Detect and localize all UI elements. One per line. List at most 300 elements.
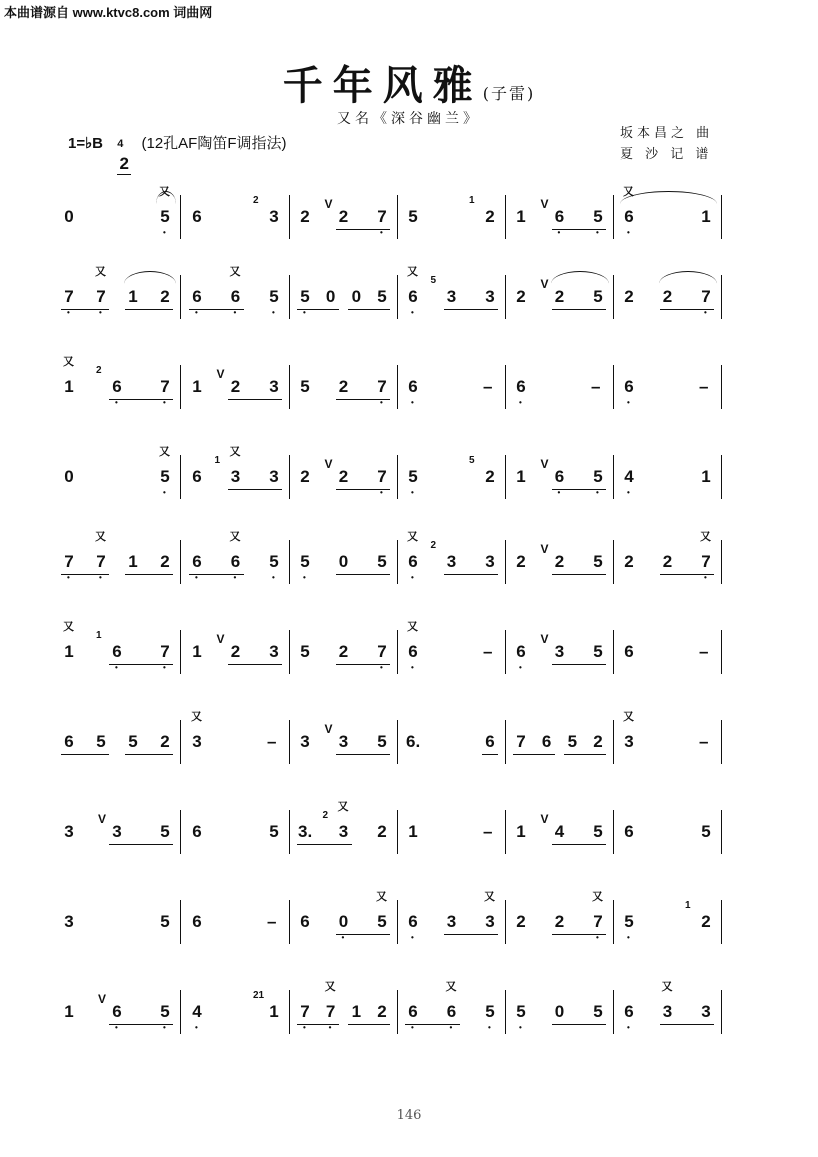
octave-dot: •: [627, 1023, 630, 1032]
score-note: 1: [516, 467, 526, 486]
beat-underline: [660, 309, 715, 310]
beat-underline: [336, 229, 391, 230]
score-note: 7 •: [377, 467, 387, 497]
score-note: 2: [554, 287, 565, 306]
score-note: 3: [338, 822, 349, 841]
beat-underline: [189, 574, 244, 575]
beat-underline: [336, 574, 391, 575]
beat-underline: [660, 1024, 715, 1025]
score-note: 3: [701, 1002, 711, 1021]
score-note: 6 •: [624, 377, 634, 407]
score-note: 0: [325, 287, 336, 306]
score-note: 5: [128, 732, 138, 751]
octave-dot: •: [195, 1023, 198, 1032]
alias-title: 又名《深谷幽兰》: [337, 111, 481, 127]
score-note: 5 •: [269, 287, 279, 317]
barline: [721, 720, 722, 764]
ornament-mark: 又: [229, 446, 241, 458]
sustain-dash: –: [483, 822, 493, 841]
barline: [397, 275, 398, 319]
grace-note: 2: [430, 540, 437, 551]
barline: [505, 630, 506, 674]
beat-underline: [228, 489, 283, 490]
score-note: 1: [516, 822, 526, 841]
score-note: 1: [64, 642, 74, 661]
beat-underline: [552, 489, 607, 490]
barline: [721, 275, 722, 319]
breath-mark: V: [216, 632, 225, 646]
score-note: 7 •: [300, 1002, 310, 1032]
score-note: 5: [567, 732, 578, 751]
score-note: 4: [554, 822, 565, 841]
octave-dot: •: [195, 308, 198, 317]
beat-underline: [336, 489, 391, 490]
octave-dot: •: [411, 1023, 414, 1032]
octave-dot: •: [67, 308, 70, 317]
breath-mark: V: [216, 367, 225, 381]
score-note: 3: [269, 642, 279, 661]
score-note: 7 •: [377, 642, 387, 672]
time-denominator: 4: [117, 137, 124, 150]
barline: [180, 455, 181, 499]
score-note: 2: [624, 552, 634, 571]
beat-underline: [552, 229, 607, 230]
score-note: 6 •: [408, 552, 418, 582]
score-note: 5: [300, 642, 310, 661]
octave-dot: •: [411, 308, 414, 317]
beat-underline: [552, 1024, 607, 1025]
score-note: 6: [624, 822, 634, 841]
score-note: 3: [192, 732, 202, 751]
barline: [505, 900, 506, 944]
barline: [289, 540, 290, 584]
beat-underline: [109, 399, 173, 400]
score-note: 2: [485, 467, 495, 486]
octave-dot: •: [519, 663, 522, 672]
score-note: 2: [338, 207, 349, 226]
score-note: 5: [377, 287, 387, 306]
barline: [613, 540, 614, 584]
score-note: 2: [230, 377, 241, 396]
barline: [289, 195, 290, 239]
octave-dot: •: [488, 1023, 491, 1032]
octave-dot: •: [272, 308, 275, 317]
beat-underline: [61, 309, 109, 310]
beat-underline: [348, 1024, 390, 1025]
ornament-mark: 又: [623, 186, 634, 198]
beat-underline: [297, 309, 339, 310]
score-note: 6.: [406, 732, 421, 751]
beat-underline: [109, 844, 173, 845]
barline: [721, 195, 722, 239]
score-note: 3: [64, 822, 74, 841]
barline: [505, 365, 506, 409]
score-note: 2: [377, 1002, 387, 1021]
score-note: 3.: [298, 822, 313, 841]
score-row: [0, 890, 818, 980]
breath-mark: V: [540, 542, 549, 556]
barline: [289, 810, 290, 854]
score-note: 6 •: [446, 1002, 457, 1032]
ornament-mark: 又: [63, 356, 74, 368]
barline: [505, 540, 506, 584]
score-note: 5: [377, 552, 387, 571]
score-note: 6 •: [624, 1002, 634, 1032]
score-note: 7 •: [377, 377, 387, 407]
beat-underline: [552, 844, 607, 845]
score-note: 5: [300, 377, 310, 396]
score-note: 5: [377, 912, 387, 931]
ornament-mark: 又: [191, 711, 202, 723]
score-note: 7 •: [160, 642, 170, 672]
beat-underline: [297, 1024, 339, 1025]
barline: [721, 900, 722, 944]
score-note: 1: [128, 552, 138, 571]
score-note: 6: [485, 732, 495, 751]
fingering-note: (12孔AF陶笛F调指法): [141, 135, 287, 152]
page-subtitle: (子雷): [482, 84, 536, 103]
score-note: 6: [624, 642, 634, 661]
ornament-mark: 又: [592, 891, 603, 903]
score-note: 4 •: [192, 1002, 202, 1032]
barline: [289, 720, 290, 764]
octave-dot: •: [99, 573, 102, 582]
octave-dot: •: [411, 573, 414, 582]
grace-note: 1: [214, 455, 221, 466]
barline: [721, 540, 722, 584]
score-note: 3: [269, 207, 279, 226]
score-note: 2: [338, 377, 349, 396]
octave-dot: •: [163, 663, 166, 672]
ornament-mark: 又: [159, 446, 170, 458]
score-note: 3: [446, 912, 457, 931]
ornament-mark: 又: [229, 266, 241, 278]
beat-underline: [109, 664, 173, 665]
score-note: 6 •: [408, 642, 418, 672]
score-note: 1: [701, 207, 711, 226]
barline: [721, 365, 722, 409]
score-note: 6: [192, 207, 202, 226]
score-note: 3: [269, 467, 279, 486]
barline: [613, 900, 614, 944]
octave-dot: •: [328, 1023, 332, 1032]
barline: [721, 630, 722, 674]
score-row: [0, 980, 818, 1070]
breath-mark: V: [540, 277, 549, 291]
barline: [613, 195, 614, 239]
breath-mark: V: [98, 992, 107, 1006]
octave-dot: •: [411, 488, 414, 497]
grace-note: 21: [253, 990, 265, 1001]
score-note: 2: [701, 912, 711, 931]
time-signature: [117, 137, 129, 173]
breath-mark: V: [540, 812, 549, 826]
score-note: 2: [160, 287, 170, 306]
score-note: 5: [160, 822, 170, 841]
score-note: 5 •: [160, 467, 170, 497]
breath-mark: V: [324, 722, 333, 736]
grace-note: 1: [469, 195, 475, 206]
score-note: 5 •: [485, 1002, 495, 1032]
score-row: [0, 530, 818, 620]
score-note: 7 •: [96, 552, 106, 582]
sustain-dash: –: [267, 912, 277, 931]
beat-underline: [552, 934, 607, 935]
score-note: 5: [701, 822, 711, 841]
score-note: 3: [64, 912, 74, 931]
octave-dot: •: [519, 1023, 522, 1032]
score-note: 6 •: [230, 552, 241, 582]
beat-underline: [336, 754, 391, 755]
score-note: 6 •: [112, 642, 122, 672]
octave-dot: •: [627, 933, 630, 942]
beat-underline: [444, 309, 499, 310]
score-note: 3: [300, 732, 310, 751]
ornament-mark: 又: [407, 266, 418, 278]
credits: [620, 123, 713, 165]
barline: [397, 720, 398, 764]
key-label: 1=♭B: [68, 135, 104, 152]
beat-underline: [564, 754, 606, 755]
score-note: 6 •: [516, 377, 526, 407]
sustain-dash: –: [699, 732, 709, 751]
barline: [289, 900, 290, 944]
score-note: 5: [269, 822, 279, 841]
octave-dot: •: [627, 398, 630, 407]
score-note: 7 •: [64, 287, 74, 317]
score-note: 6: [192, 912, 202, 931]
beat-underline: [660, 574, 715, 575]
score-note: 6 •: [554, 467, 565, 497]
score-note: 3: [338, 732, 349, 751]
barline: [180, 195, 181, 239]
barline: [397, 540, 398, 584]
barline: [505, 455, 506, 499]
score-note: 3: [554, 642, 565, 661]
score-note: 6 •: [408, 287, 418, 317]
ornament-mark: 又: [324, 981, 336, 993]
ornament-mark: 又: [159, 186, 170, 198]
score-note: 3: [485, 287, 495, 306]
composer-credit: 坂本昌之 曲: [620, 126, 714, 141]
score-note: 2: [230, 642, 241, 661]
octave-dot: •: [380, 663, 383, 672]
octave-dot: •: [627, 228, 630, 237]
score-note: 6: [64, 732, 74, 751]
octave-dot: •: [163, 398, 166, 407]
score-note: 5 •: [624, 912, 634, 942]
beat-underline: [61, 574, 109, 575]
grace-note: 2: [96, 365, 102, 376]
ornament-mark: 又: [63, 621, 74, 633]
octave-dot: •: [163, 488, 166, 497]
score-note: 5: [377, 732, 387, 751]
barline: [180, 810, 181, 854]
sustain-dash: –: [483, 642, 493, 661]
score-note: 0: [64, 467, 74, 486]
breath-mark: V: [324, 197, 333, 211]
ornament-mark: 又: [407, 621, 418, 633]
beat-underline: [348, 309, 390, 310]
score-note: 3: [112, 822, 122, 841]
score-note: 1: [269, 1002, 279, 1021]
barline: [721, 810, 722, 854]
octave-dot: •: [163, 1023, 166, 1032]
score-note: 1: [701, 467, 711, 486]
octave-dot: •: [115, 663, 118, 672]
score-note: 6 •: [112, 1002, 122, 1032]
barline: [613, 990, 614, 1034]
barline: [613, 275, 614, 319]
octave-dot: •: [303, 308, 306, 317]
score-note: 6 •: [112, 377, 122, 407]
beat-underline: [552, 574, 607, 575]
breath-mark: V: [324, 457, 333, 471]
sustain-dash: –: [591, 377, 601, 396]
score-note: 6 •: [554, 207, 565, 237]
score-note: 7 •: [593, 912, 603, 942]
time-numerator: 2: [117, 154, 131, 175]
ornament-mark: 又: [700, 531, 711, 543]
octave-dot: •: [449, 1023, 453, 1032]
ornament-mark: 又: [623, 711, 634, 723]
barline: [505, 720, 506, 764]
beat-underline: [336, 934, 391, 935]
octave-dot: •: [233, 308, 237, 317]
ornament-mark: 又: [484, 891, 495, 903]
barline: [721, 990, 722, 1034]
score-note: 4 •: [624, 467, 634, 497]
beat-underline: [405, 1024, 460, 1025]
score-note: 5 •: [160, 1002, 170, 1032]
slur-arc: [551, 271, 610, 284]
score-row: [0, 800, 818, 890]
sustain-dash: –: [699, 642, 709, 661]
barline: [180, 720, 181, 764]
score-note: 2: [300, 207, 310, 226]
score-note: 7 •: [160, 377, 170, 407]
score-note: 6: [192, 822, 202, 841]
score-row: [0, 445, 818, 535]
beat-underline: [109, 1024, 173, 1025]
score-note: 5: [408, 207, 418, 226]
barline: [505, 990, 506, 1034]
score-row: [0, 185, 818, 275]
beat-underline: [444, 934, 499, 935]
score-note: 6: [541, 732, 552, 751]
barline: [180, 630, 181, 674]
score-note: 7 •: [701, 552, 711, 582]
score-note: 0: [64, 207, 74, 226]
octave-dot: •: [411, 663, 414, 672]
score-note: 7 •: [701, 287, 711, 317]
score-note: 7 •: [96, 287, 106, 317]
score-note: 3: [446, 287, 457, 306]
site-header: 本曲谱源自 www.ktvc8.com 词曲网: [4, 5, 213, 20]
barline: [289, 365, 290, 409]
ornament-mark: 又: [661, 981, 673, 993]
octave-dot: •: [115, 398, 118, 407]
barline: [180, 365, 181, 409]
slur-arc: [124, 271, 176, 284]
sustain-dash: –: [267, 732, 277, 751]
score-note: 1: [192, 642, 202, 661]
barline: [721, 455, 722, 499]
grace-note: 1: [96, 630, 102, 641]
octave-dot: •: [596, 488, 599, 497]
score-row: [0, 710, 818, 800]
barline: [397, 990, 398, 1034]
barline: [397, 195, 398, 239]
beat-underline: [336, 399, 391, 400]
score-note: 0: [351, 287, 362, 306]
score-note: 2: [662, 287, 673, 306]
score-note: 6 •: [192, 552, 202, 582]
sustain-dash: –: [483, 377, 493, 396]
breath-mark: V: [98, 812, 107, 826]
octave-dot: •: [303, 1023, 306, 1032]
octave-dot: •: [115, 1023, 118, 1032]
score-note: 6 •: [408, 377, 418, 407]
score-note: 6: [192, 467, 202, 486]
ornament-mark: 又: [445, 981, 457, 993]
score-note: 6 •: [408, 912, 418, 942]
barline: [397, 630, 398, 674]
score-note: 6 •: [516, 642, 526, 672]
score-note: 5 •: [516, 1002, 526, 1032]
octave-dot: •: [411, 933, 414, 942]
barline: [180, 540, 181, 584]
barline: [289, 455, 290, 499]
score-note: 2: [516, 912, 526, 931]
score-note: 3: [485, 912, 495, 931]
score-note: 6 •: [408, 1002, 418, 1032]
score-note: 7 •: [64, 552, 74, 582]
grace-note: 5: [430, 275, 437, 286]
octave-dot: •: [557, 228, 561, 237]
score-note: 0 •: [338, 912, 349, 942]
score-note: 5: [593, 642, 603, 661]
score-note: 1: [192, 377, 202, 396]
score-note: 5 •: [593, 207, 603, 237]
score-note: 2: [485, 207, 495, 226]
beat-underline: [228, 399, 283, 400]
score-note: 3: [230, 467, 241, 486]
score-note: 2: [624, 287, 634, 306]
score-note: 6 •: [230, 287, 241, 317]
score-note: 5 •: [300, 287, 310, 317]
beat-underline: [513, 754, 555, 755]
score-note: 1: [128, 287, 138, 306]
score-note: 1: [408, 822, 418, 841]
score-note: 2: [377, 822, 387, 841]
score-note: 3: [662, 1002, 673, 1021]
beat-underline: [125, 309, 173, 310]
octave-dot: •: [163, 228, 166, 237]
barline: [505, 810, 506, 854]
octave-dot: •: [380, 228, 383, 237]
score-note: 1: [64, 377, 74, 396]
barline: [397, 455, 398, 499]
octave-dot: •: [596, 933, 599, 942]
octave-dot: •: [195, 573, 198, 582]
score-note: 6: [300, 912, 310, 931]
score-note: 2: [300, 467, 310, 486]
octave-dot: •: [596, 228, 599, 237]
ornament-mark: 又: [376, 891, 387, 903]
score-note: 3: [485, 552, 495, 571]
score-note: 5: [593, 822, 603, 841]
